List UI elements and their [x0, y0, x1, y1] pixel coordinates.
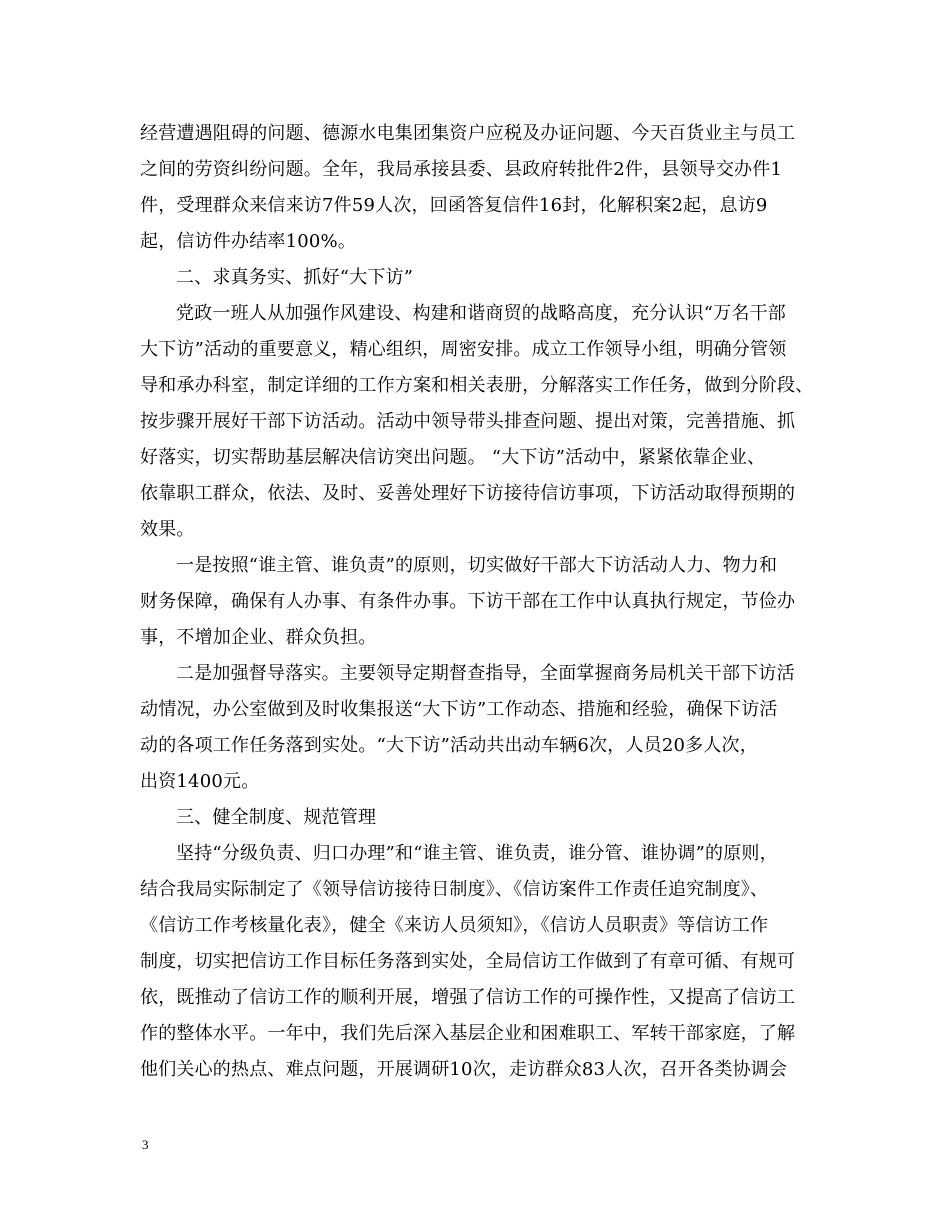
text-line: 效果。: [140, 519, 195, 540]
text-line: 之间的劳资纠纷问题。全年，我局承接县委、县政府转批件2件，县领导交办件1: [140, 159, 783, 180]
text-line: 按步骤开展好干部下访活动。活动中领导带头排查问题、提出对策，完善措施、抓: [140, 411, 796, 432]
text-line: 党政一班人从加强作风建设、构建和谐商贸的战略高度，充分认识“万名干部: [176, 303, 786, 324]
text-line: 财务保障，确保有人办事、有条件办事。下访干部在工作中认真执行规定，节俭办: [140, 591, 796, 612]
text-line: 依靠职工群众，依法、及时、妥善处理好下访接待信访事项，下访活动取得预期的: [140, 483, 796, 504]
text-line: 起，信访件办结率100%。: [140, 231, 357, 252]
text-line: 三、健全制度、规范管理: [176, 807, 377, 828]
text-line: 事，不增加企业、群众负担。: [140, 627, 377, 648]
text-line: 好落实，切实帮助基层解决信访突出问题。 “大下访”活动中，紧紧依靠企业、: [140, 447, 766, 468]
text-line: 制度，切实把信访工作目标任务落到实处，全局信访工作做到了有章可循、有规可: [140, 951, 796, 972]
text-line: 出资1400元。: [140, 771, 260, 792]
text-line: 结合我局实际制定了《领导信访接待日制度》、《信访案件工作责任追究制度》、: [140, 879, 769, 900]
text-line: 动的各项工作任务落到实处。“大下访”活动共出动车辆6次，人员20多人次，: [140, 735, 758, 756]
text-line: 经营遭遇阻碍的问题、德源水电集团集资户应税及办证问题、今天百货业主与员工: [140, 123, 796, 144]
text-line: 一是按照“谁主管、谁负责”的原则，切实做好干部大下访活动人力、物力和: [176, 555, 778, 576]
text-line: 导和承办科室，制定详细的工作方案和相关表册，分解落实工作任务，做到分阶段、: [140, 375, 814, 396]
text-line: 《信访工作考核量化表》，健全《来访人员须知》，《信访人员职责》等信访工作: [140, 915, 769, 936]
text-line: 坚持“分级负责、归口办理”和“谁主管、谁负责，谁分管、谁协调”的原则，: [176, 843, 778, 864]
text-line: 大下访”活动的重要意义，精心组织，周密安排。成立工作领导小组，明确分管领: [140, 339, 787, 360]
text-line: 作的整体水平。一年中，我们先后深入基层企业和困难职工、军转干部家庭，了解: [140, 1023, 796, 1044]
page-number: 3: [142, 1137, 149, 1152]
text-line: 件，受理群众来信来访7件59人次，回函答复信件16封，化解积案2起，息访9: [140, 195, 768, 216]
body-text: [140, 116, 830, 1088]
text-line: 二、求真务实、抓好“大下访”: [176, 267, 414, 288]
text-line: 他们关心的热点、难点问题，开展调研10次，走访群众83人次，召开各类协调会: [140, 1059, 788, 1080]
text-line: 依，既推动了信访工作的顺利开展，增强了信访工作的可操作性，又提高了信访工: [140, 987, 796, 1008]
text-line: 二是加强督导落实。主要领导定期督查指导，全面掌握商务局机关干部下访活: [176, 663, 795, 684]
text-line: 动情况，办公室做到及时收集报送“大下访”工作动态、措施和经验，确保下访活: [140, 699, 778, 720]
